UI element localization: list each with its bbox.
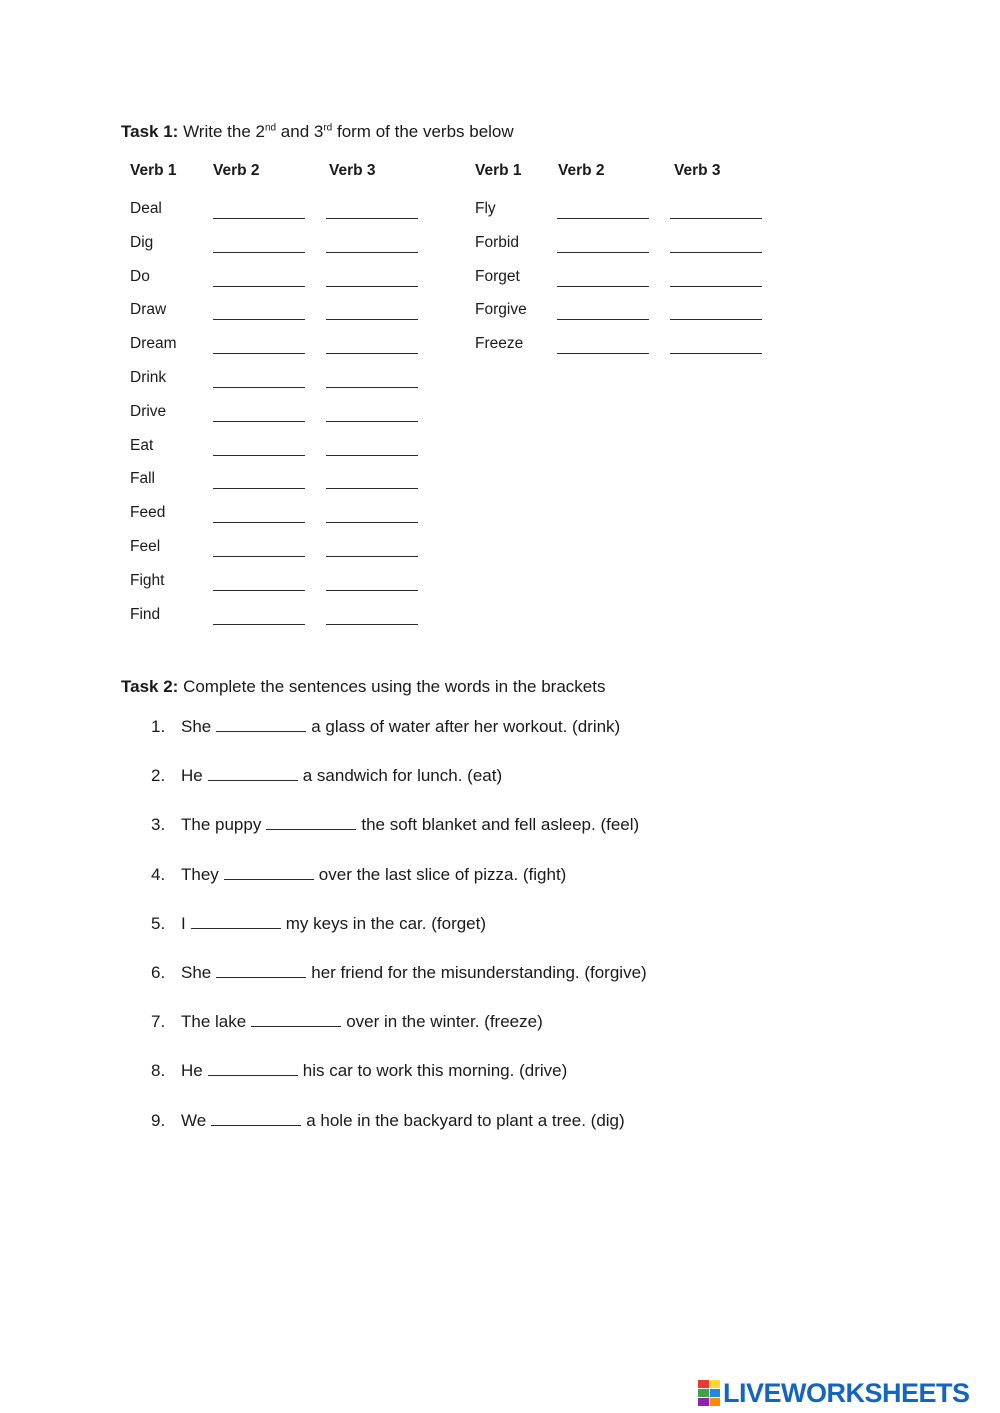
header-verb1-left: Verb 1 — [130, 162, 177, 179]
verb-right-forget: Forget — [475, 268, 520, 285]
answer-blank-verb3[interactable] — [670, 218, 762, 219]
answer-blank-verb2[interactable] — [557, 218, 649, 219]
verb-right-forbid: Forbid — [475, 234, 519, 251]
answer-blank-verb2[interactable] — [557, 319, 649, 320]
sentence-item — [151, 766, 502, 786]
verb-left-find: Find — [130, 606, 161, 623]
answer-blank-verb2[interactable] — [213, 387, 305, 388]
answer-blank-verb3[interactable] — [326, 252, 418, 253]
sentence-before: He — [181, 1061, 203, 1080]
sentence-answer-blank[interactable] — [266, 815, 356, 830]
sentence-item — [151, 865, 566, 885]
answer-blank-verb2[interactable] — [557, 286, 649, 287]
answer-blank-verb3[interactable] — [326, 286, 418, 287]
answer-blank-verb2[interactable] — [213, 522, 305, 523]
liveworksheets-logo-icon — [698, 1380, 720, 1406]
sentence-answer-blank[interactable] — [191, 914, 281, 929]
answer-blank-verb3[interactable] — [326, 353, 418, 354]
sentence-number: 9. — [151, 1111, 166, 1130]
answer-blank-verb2[interactable] — [213, 286, 305, 287]
sentence-answer-blank[interactable] — [208, 1061, 298, 1076]
answer-blank-verb3[interactable] — [326, 387, 418, 388]
sentence-answer-blank[interactable] — [211, 1111, 301, 1126]
answer-blank-verb3[interactable] — [326, 319, 418, 320]
answer-blank-verb3[interactable] — [326, 488, 418, 489]
answer-blank-verb3[interactable] — [326, 590, 418, 591]
answer-blank-verb3[interactable] — [326, 522, 418, 523]
answer-blank-verb2[interactable] — [213, 556, 305, 557]
header-verb3-right: Verb 3 — [674, 162, 721, 179]
sentence-before: She — [181, 963, 212, 982]
sentence-item — [151, 1111, 625, 1131]
verb-left-drink: Drink — [130, 369, 167, 386]
sentence-after: my keys in the car. (forget) — [285, 914, 487, 933]
answer-blank-verb3[interactable] — [670, 319, 762, 320]
sentence-item — [151, 963, 647, 983]
sentence-item — [151, 815, 639, 835]
sentence-number: 7. — [151, 1012, 166, 1031]
answer-blank-verb2[interactable] — [213, 218, 305, 219]
sentence-number: 4. — [151, 865, 166, 884]
answer-blank-verb2[interactable] — [213, 319, 305, 320]
task1-sup-nd: nd — [264, 122, 277, 134]
answer-blank-verb2[interactable] — [213, 353, 305, 354]
sentence-before: He — [181, 766, 203, 785]
sentence-before: The lake — [181, 1012, 247, 1031]
sentence-after: over the last slice of pizza. (fight) — [318, 865, 567, 884]
sentence-answer-blank[interactable] — [216, 963, 306, 978]
sentence-answer-blank[interactable] — [216, 717, 306, 732]
answer-blank-verb2[interactable] — [213, 252, 305, 253]
sentence-item — [151, 1061, 567, 1081]
answer-blank-verb2[interactable] — [213, 488, 305, 489]
verb-left-drive: Drive — [130, 403, 167, 420]
header-verb2-left: Verb 2 — [213, 162, 260, 179]
sentence-number: 3. — [151, 815, 166, 834]
answer-blank-verb2[interactable] — [213, 624, 305, 625]
sentence-before: I — [181, 914, 186, 933]
answer-blank-verb3[interactable] — [670, 252, 762, 253]
sentence-number: 8. — [151, 1061, 166, 1080]
verb-left-deal: Deal — [130, 200, 162, 217]
answer-blank-verb2[interactable] — [557, 353, 649, 354]
sentence-number: 2. — [151, 766, 166, 785]
verb-right-fly: Fly — [475, 200, 496, 217]
answer-blank-verb2[interactable] — [557, 252, 649, 253]
task2-instruction: Complete the sentences using the words in the brackets — [183, 677, 606, 696]
answer-blank-verb3[interactable] — [326, 421, 418, 422]
sentence-after: over in the winter. (freeze) — [346, 1012, 543, 1031]
task1-label: Task 1: — [121, 122, 179, 141]
sentence-item — [151, 717, 620, 737]
answer-blank-verb2[interactable] — [213, 421, 305, 422]
sentence-answer-blank[interactable] — [251, 1012, 341, 1027]
header-verb3-left: Verb 3 — [329, 162, 376, 179]
sentence-after: a glass of water after her workout. (drink) — [311, 717, 621, 736]
sentence-item — [151, 1012, 543, 1032]
task2-label: Task 2: — [121, 677, 179, 696]
verb-left-draw: Draw — [130, 301, 167, 318]
sentence-number: 5. — [151, 914, 166, 933]
verb-right-forgive: Forgive — [475, 301, 527, 318]
verb-left-fight: Fight — [130, 572, 165, 589]
sentence-after: a sandwich for lunch. (eat) — [302, 766, 503, 785]
answer-blank-verb3[interactable] — [326, 455, 418, 456]
sentence-after: a hole in the backyard to plant a tree. (dig) — [306, 1111, 625, 1130]
sentence-number: 6. — [151, 963, 166, 982]
verb-left-fall: Fall — [130, 470, 155, 487]
verb-left-dream: Dream — [130, 335, 177, 352]
answer-blank-verb2[interactable] — [213, 590, 305, 591]
verb-left-dig: Dig — [130, 234, 154, 251]
answer-blank-verb2[interactable] — [213, 455, 305, 456]
task2-title — [121, 677, 605, 697]
task1-instruction-mid: and 3 — [276, 122, 324, 141]
verb-right-freeze: Freeze — [475, 335, 524, 352]
header-verb2-right: Verb 2 — [558, 162, 605, 179]
brand-logo[interactable] — [698, 1378, 970, 1408]
header-verb1-right: Verb 1 — [475, 162, 522, 179]
sentence-item — [151, 914, 486, 934]
verb-left-feed: Feed — [130, 504, 166, 521]
task1-title — [121, 122, 514, 142]
sentence-before: We — [181, 1111, 207, 1130]
brand-text: LIVEWORKSHEETS — [723, 1377, 970, 1408]
task1-instruction-pre: Write the 2 — [183, 122, 265, 141]
sentence-answer-blank[interactable] — [208, 766, 298, 781]
sentence-answer-blank[interactable] — [224, 865, 314, 880]
task1-instruction-post: form of the verbs below — [332, 122, 514, 141]
verb-left-eat: Eat — [130, 437, 154, 454]
answer-blank-verb3[interactable] — [326, 624, 418, 625]
task1-sup-rd: rd — [323, 122, 333, 134]
sentence-number: 1. — [151, 717, 166, 736]
sentence-before: The puppy — [181, 815, 262, 834]
answer-blank-verb3[interactable] — [670, 353, 762, 354]
verb-left-do: Do — [130, 268, 150, 285]
verb-left-feel: Feel — [130, 538, 161, 555]
answer-blank-verb3[interactable] — [326, 218, 418, 219]
sentence-after: his car to work this morning. (drive) — [302, 1061, 568, 1080]
answer-blank-verb3[interactable] — [670, 286, 762, 287]
sentence-before: They — [181, 865, 219, 884]
sentence-after: the soft blanket and fell asleep. (feel) — [361, 815, 640, 834]
answer-blank-verb3[interactable] — [326, 556, 418, 557]
sentence-before: She — [181, 717, 212, 736]
sentence-after: her friend for the misunderstanding. (forgive) — [311, 963, 647, 982]
